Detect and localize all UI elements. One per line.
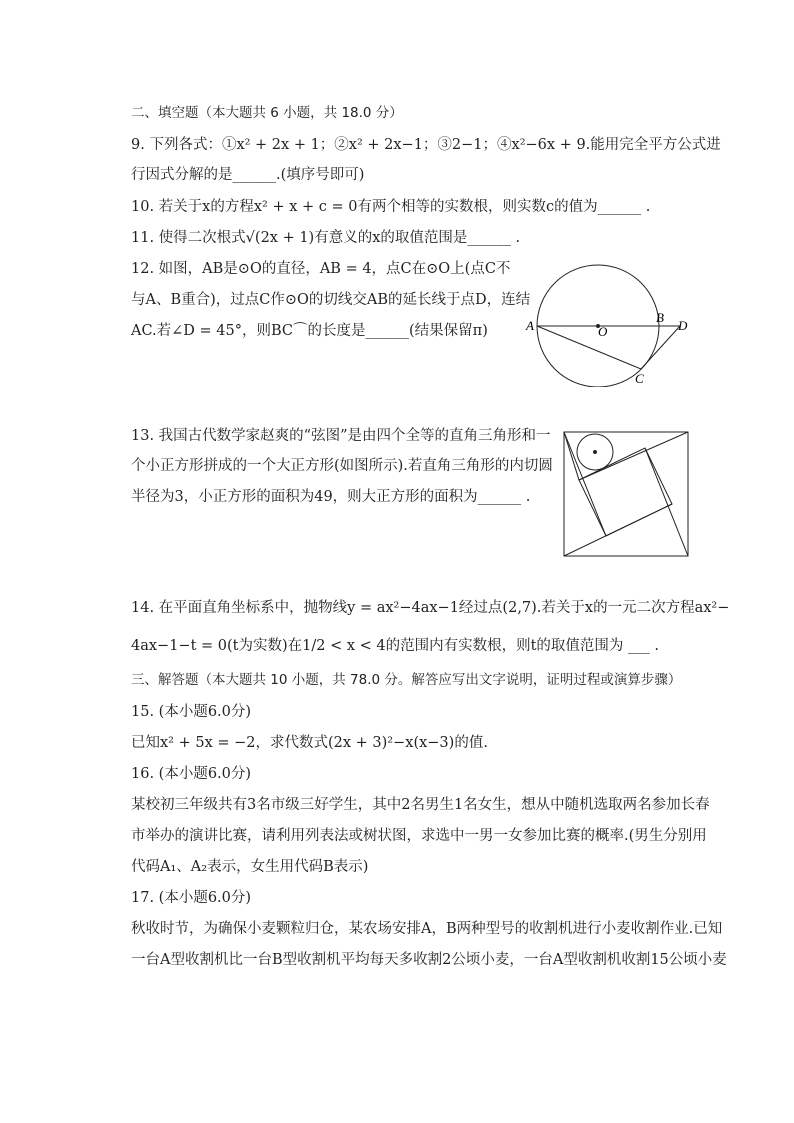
q13-seg-1 <box>564 432 579 480</box>
q13-inner-square <box>579 448 672 536</box>
q15-head: 15. (本小题6.0分) <box>131 704 252 720</box>
q12-figure <box>522 262 702 387</box>
q9-line1: 9. 下列各式：①x² + 2x + 1；②x² + 2x−1；③2−1；④x²−6x + 9.能用完全平方公式进 <box>131 137 721 153</box>
q12-label-D: D <box>678 318 688 333</box>
q17-line1: 秋收时节，为确保小麦颗粒归仓，某农场安排A，B两种型号的收割机进行小麦收割作业.已知 <box>131 921 723 937</box>
q13-incircle-center <box>593 450 597 454</box>
q15-line1: 已知x² + 5x = −2，求代数式(2x + 3)²−x(x−3)的值. <box>131 735 488 751</box>
section2-heading: 二、填空题（本大题共 6 小题，共 18.0 分） <box>131 105 403 121</box>
q13-seg-2 <box>579 432 688 480</box>
q9-line2: 行因式分解的是______.(填序号即可) <box>131 167 365 183</box>
q12-line2: 与A、B重合)，过点C作⊙O的切线交AB的延长线于点D，连结 <box>131 292 531 308</box>
q16-head: 16. (本小题6.0分) <box>131 766 252 782</box>
q12-label-O: O <box>598 324 608 339</box>
q12-line1: 12. 如图，AB是⊙O的直径，AB = 4，点C在⊙O上(点C不 <box>131 261 511 277</box>
q13-seg-5 <box>564 432 606 536</box>
q14-line2: 4ax−1−t = 0(t为实数)在1/2 < x < 4的范围内有实数根，则t的取值范围为 ___ . <box>131 638 660 654</box>
q13-line1: 13. 我国古代数学家赵爽的“弦图”是由四个全等的直角三角形和一 <box>131 428 551 444</box>
q17-head: 17. (本小题6.0分) <box>131 890 252 906</box>
q13-line3: 半径为3，小正方形的面积为49，则大正方形的面积为______ . <box>131 489 531 505</box>
q16-line2: 市举办的演讲比赛，请利用列表法或树状图，求选中一男一女参加比赛的概率.(男生分别用 <box>131 828 707 844</box>
q17-line2: 一台A型收割机比一台B型收割机平均每天多收割2公顷小麦，一台A型收割机收割15公顷小麦 <box>131 952 727 968</box>
q12-label-A: A <box>526 318 534 333</box>
q13-seg-3 <box>645 448 688 556</box>
q12-line-AC <box>537 326 641 369</box>
q13-line2: 个小正方形拼成的一个大正方形(如图所示).若直角三角形的内切圆 <box>131 458 553 474</box>
q16-line3: 代码A₁、A₂表示，女生用代码B表示) <box>131 859 369 875</box>
q10-line1: 10. 若关于x的方程x² + x + c = 0有两个相等的实数根，则实数c的值为______ . <box>131 199 651 215</box>
q12-label-B: B <box>656 310 664 325</box>
q11-line1: 11. 使得二次根式√(2x + 1)有意义的x的取值范围是______ . <box>131 230 521 246</box>
q13-seg-4 <box>564 504 672 556</box>
q13-figure <box>562 430 690 558</box>
q14-line1: 14. 在平面直角坐标系中，抛物线y = ax²−4ax−1经过点(2,7).若关于x的一元二次方程ax²− <box>131 600 730 616</box>
q12-label-C: C <box>635 371 644 386</box>
q13-outer-square <box>564 432 688 556</box>
q16-line1: 某校初三年级共有3名市级三好学生，其中2名男生1名女生，想从中随机选取两名参加长春 <box>131 797 710 813</box>
q12-line-CD <box>641 326 680 369</box>
section3-heading: 三、解答题（本大题共 10 小题，共 78.0 分。解答应写出文字说明，证明过程或演算步骤） <box>131 672 682 688</box>
q12-line3: AC.若∠D = 45°，则BC⌒的长度是______(结果保留π) <box>131 323 488 339</box>
